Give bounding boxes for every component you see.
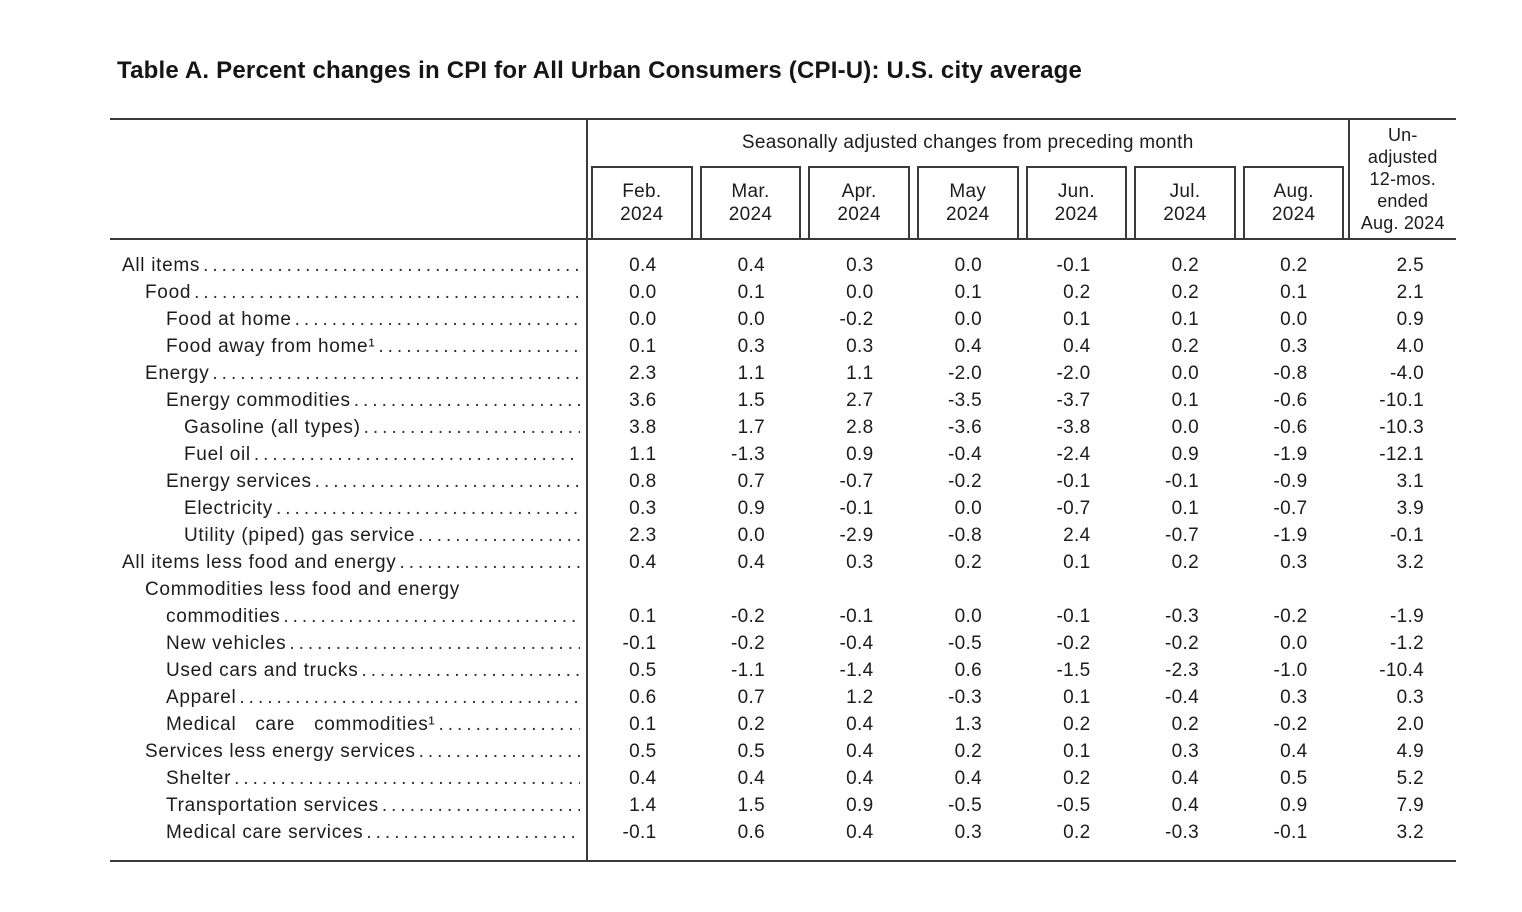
value-cell: 3.6 xyxy=(629,390,657,411)
value-cell: 0.6 xyxy=(629,687,657,708)
value-cell: 0.4 xyxy=(629,255,657,276)
value-cell: 1.2 xyxy=(846,687,874,708)
value-cell: 3.8 xyxy=(629,417,657,438)
value-cell: -0.5 xyxy=(1056,795,1091,816)
table-row xyxy=(110,738,1456,765)
value-cell: -0.1 xyxy=(1056,255,1091,276)
value-cell: 0.1 xyxy=(629,606,657,627)
value-cell: 0.0 xyxy=(1171,417,1199,438)
value-cell: 0.0 xyxy=(1280,309,1308,330)
unadjusted-header-line: adjusted xyxy=(1367,147,1438,167)
value-cell-unadjusted: 7.9 xyxy=(1396,795,1424,816)
value-cell: -0.6 xyxy=(1273,390,1308,411)
value-cell-unadjusted: -10.4 xyxy=(1379,660,1424,681)
value-cell: -0.7 xyxy=(839,471,874,492)
value-cell: 0.0 xyxy=(954,255,982,276)
value-cell: -0.2 xyxy=(1165,633,1199,654)
row-label-cell xyxy=(110,576,588,630)
value-cell: 0.2 xyxy=(1171,282,1199,303)
value-cell: 0.1 xyxy=(1063,552,1091,573)
column-header-unadjusted-12mos xyxy=(1348,120,1457,238)
unadjusted-header-line: ended xyxy=(1377,191,1429,211)
value-cell: 2.3 xyxy=(629,525,657,546)
table-row xyxy=(110,630,1456,657)
value-cell: 0.4 xyxy=(846,714,874,735)
table-row xyxy=(110,765,1456,792)
value-cell: -1.9 xyxy=(1273,525,1308,546)
value-cell-unadjusted: 3.2 xyxy=(1396,552,1424,573)
value-cell: 0.0 xyxy=(846,282,874,303)
row-label-cell xyxy=(110,360,588,387)
row-label: Commodities less food and energy xyxy=(145,579,460,600)
value-cell: 0.2 xyxy=(1171,336,1199,357)
dot-leader xyxy=(254,441,580,468)
column-header-month: Aug. 2024 xyxy=(1243,166,1345,238)
value-cell: 2.4 xyxy=(1063,525,1091,546)
value-cell: 0.3 xyxy=(954,822,982,843)
value-cell: 0.9 xyxy=(846,444,874,465)
value-cell: 0.1 xyxy=(629,336,657,357)
value-cell: -0.2 xyxy=(1273,606,1308,627)
value-cell: 0.0 xyxy=(954,498,982,519)
value-cell: 0.3 xyxy=(629,498,657,519)
value-cell: 2.8 xyxy=(846,417,874,438)
table-row xyxy=(110,414,1456,441)
value-cell: 0.4 xyxy=(954,336,982,357)
value-cell: 1.7 xyxy=(737,417,765,438)
value-cell: -0.8 xyxy=(1273,363,1308,384)
table-row xyxy=(110,819,1456,846)
row-label: Fuel oil xyxy=(184,444,251,465)
dot-leader xyxy=(212,360,580,387)
value-cell: -1.5 xyxy=(1056,660,1091,681)
value-cell: -2.9 xyxy=(839,525,874,546)
value-cell: -3.6 xyxy=(948,417,982,438)
value-cell: 0.3 xyxy=(846,255,874,276)
value-cell: -0.1 xyxy=(839,498,874,519)
value-cell: 0.3 xyxy=(737,336,765,357)
row-label-cell xyxy=(110,738,588,765)
table-row xyxy=(110,711,1456,738)
row-label-cell xyxy=(110,333,588,360)
column-header-month: May 2024 xyxy=(917,166,1019,238)
value-cell: -1.3 xyxy=(731,444,765,465)
value-cell: -2.0 xyxy=(1056,363,1091,384)
column-header-month: Jul. 2024 xyxy=(1134,166,1236,238)
value-cell: 0.4 xyxy=(1063,336,1091,357)
value-cell: -3.8 xyxy=(1056,417,1091,438)
value-cell: 0.3 xyxy=(1280,687,1308,708)
column-header-month: Mar. 2024 xyxy=(700,166,802,238)
row-label: All items xyxy=(122,255,201,276)
row-label-cell xyxy=(110,630,588,657)
value-cell: 0.8 xyxy=(629,471,657,492)
value-cell: 1.1 xyxy=(737,363,765,384)
value-cell: -0.5 xyxy=(948,795,982,816)
value-cell: 2.7 xyxy=(846,390,874,411)
value-cell: -0.5 xyxy=(948,633,982,654)
month-header-row xyxy=(588,166,1348,238)
row-label-cell xyxy=(110,711,588,738)
value-cell-unadjusted: 4.9 xyxy=(1396,741,1424,762)
row-label: Used cars and trucks xyxy=(166,660,359,681)
dot-leader xyxy=(194,279,580,306)
value-cell: 0.1 xyxy=(954,282,982,303)
value-cell: 0.7 xyxy=(737,687,765,708)
value-cell: 0.0 xyxy=(629,309,657,330)
value-cell: 0.4 xyxy=(954,768,982,789)
value-cell: 1.1 xyxy=(629,444,657,465)
value-cell-unadjusted: 0.3 xyxy=(1396,687,1424,708)
value-cell-unadjusted: -4.0 xyxy=(1390,363,1424,384)
dot-leader xyxy=(399,549,580,576)
dot-leader xyxy=(418,522,580,549)
value-cell-unadjusted: -1.2 xyxy=(1390,633,1424,654)
value-cell: 0.3 xyxy=(846,336,874,357)
value-cell: 0.0 xyxy=(737,525,765,546)
value-cell: 0.1 xyxy=(1171,309,1199,330)
unadjusted-header-line: Un- xyxy=(1387,125,1418,145)
value-cell: -1.4 xyxy=(839,660,874,681)
table-row xyxy=(110,657,1456,684)
table-row xyxy=(110,522,1456,549)
value-cell-unadjusted: -1.9 xyxy=(1390,606,1424,627)
value-cell: -2.3 xyxy=(1165,660,1199,681)
value-cell: 0.1 xyxy=(1171,390,1199,411)
table-row xyxy=(110,495,1456,522)
dot-leader xyxy=(315,468,580,495)
row-label: Food xyxy=(145,282,192,303)
row-label-cell xyxy=(110,387,588,414)
row-label: Food away from home¹ xyxy=(166,336,376,357)
value-cell-unadjusted: 0.9 xyxy=(1396,309,1424,330)
value-cell-unadjusted: -12.1 xyxy=(1379,444,1424,465)
row-label-cell xyxy=(110,819,588,846)
column-header-month: Jun. 2024 xyxy=(1026,166,1128,238)
value-cell: -0.7 xyxy=(1273,498,1308,519)
value-cell: -0.4 xyxy=(948,444,982,465)
row-label: Services less energy services xyxy=(145,741,416,762)
value-cell: 0.2 xyxy=(1063,282,1091,303)
value-cell: 0.2 xyxy=(1280,255,1308,276)
table-row xyxy=(110,468,1456,495)
table-row xyxy=(110,387,1456,414)
value-cell: -0.2 xyxy=(1273,714,1308,735)
dot-leader xyxy=(295,306,580,333)
value-cell: -0.1 xyxy=(1056,606,1091,627)
value-cell: -0.1 xyxy=(1165,471,1199,492)
value-cell: 0.2 xyxy=(1063,768,1091,789)
row-label: Medical care services xyxy=(166,822,364,843)
row-label-cell xyxy=(110,657,588,684)
value-cell: 0.6 xyxy=(737,822,765,843)
table-row xyxy=(110,549,1456,576)
value-cell: -0.4 xyxy=(1165,687,1199,708)
value-cell: -3.7 xyxy=(1056,390,1091,411)
value-cell: 2.3 xyxy=(629,363,657,384)
row-label: New vehicles xyxy=(166,633,287,654)
value-cell: -2.4 xyxy=(1056,444,1091,465)
value-cell: -0.9 xyxy=(1273,471,1308,492)
value-cell: 1.5 xyxy=(737,390,765,411)
row-label-cell xyxy=(110,468,588,495)
dot-leader xyxy=(382,792,580,819)
unadjusted-header-line: 12-mos. xyxy=(1369,169,1436,189)
value-cell: -2.0 xyxy=(948,363,982,384)
value-cell: 0.5 xyxy=(1280,768,1308,789)
column-header-month: Apr. 2024 xyxy=(808,166,910,238)
row-label-cell xyxy=(110,549,588,576)
value-cell: 0.0 xyxy=(629,282,657,303)
dot-leader xyxy=(378,333,580,360)
row-label-cell xyxy=(110,765,588,792)
value-cell: 0.4 xyxy=(846,741,874,762)
value-cell: 0.4 xyxy=(737,255,765,276)
table-title: Table A. Percent changes in CPI for All Urban Consumers (CPI-U): U.S. city average xyxy=(117,57,1083,84)
value-cell: 0.2 xyxy=(1063,822,1091,843)
value-cell: -0.6 xyxy=(1273,417,1308,438)
table-body xyxy=(110,240,1456,860)
row-label: Apparel xyxy=(166,687,237,708)
value-cell: 0.2 xyxy=(1063,714,1091,735)
table-row xyxy=(110,576,1456,630)
dot-leader xyxy=(438,711,580,738)
row-label: Utility (piped) gas service xyxy=(184,525,416,546)
value-cell: 0.1 xyxy=(1063,741,1091,762)
seasonally-adjusted-column-group xyxy=(588,120,1348,238)
group-header-seasonally-adjusted: Seasonally adjusted changes from preceding month xyxy=(741,132,1194,153)
row-label-cell xyxy=(110,684,588,711)
value-cell: 0.3 xyxy=(1280,552,1308,573)
value-cell: 0.0 xyxy=(1171,363,1199,384)
row-label-cell xyxy=(110,522,588,549)
table-row xyxy=(110,792,1456,819)
row-label: Medical care commodities¹ xyxy=(166,714,436,735)
cpi-table xyxy=(110,118,1456,862)
row-label-cell xyxy=(110,252,588,279)
value-cell: 0.4 xyxy=(1280,741,1308,762)
value-cell: 0.3 xyxy=(846,552,874,573)
row-label: Energy xyxy=(145,363,210,384)
value-cell: 0.2 xyxy=(1171,714,1199,735)
row-label-column-header-empty xyxy=(110,120,588,238)
value-cell: 0.0 xyxy=(954,606,982,627)
value-cell: -0.1 xyxy=(839,606,874,627)
table-row xyxy=(110,279,1456,306)
value-cell: 0.0 xyxy=(737,309,765,330)
value-cell: 0.1 xyxy=(1063,309,1091,330)
value-cell: 0.4 xyxy=(1171,768,1199,789)
value-cell-unadjusted: -10.3 xyxy=(1379,417,1424,438)
value-cell-unadjusted: 3.9 xyxy=(1396,498,1424,519)
value-cell: -1.1 xyxy=(731,660,765,681)
row-label: Food at home xyxy=(166,309,292,330)
value-cell: 0.4 xyxy=(1171,795,1199,816)
value-cell-unadjusted: -0.1 xyxy=(1390,525,1424,546)
value-cell: -0.1 xyxy=(1056,471,1091,492)
dot-leader xyxy=(276,495,580,522)
value-cell: -0.3 xyxy=(1165,822,1199,843)
value-cell: 0.2 xyxy=(737,714,765,735)
row-label-cell xyxy=(110,792,588,819)
dot-leader xyxy=(283,603,580,630)
value-cell: 0.9 xyxy=(737,498,765,519)
value-cell: 0.9 xyxy=(846,795,874,816)
table-row xyxy=(110,441,1456,468)
dot-leader xyxy=(239,684,580,711)
value-cell: -0.2 xyxy=(731,606,765,627)
dot-leader xyxy=(419,738,580,765)
value-cell: -0.3 xyxy=(948,687,982,708)
row-label: All items less food and energy xyxy=(122,552,397,573)
table-row xyxy=(110,360,1456,387)
value-cell: 0.4 xyxy=(737,552,765,573)
value-cell-unadjusted: -10.1 xyxy=(1379,390,1424,411)
value-cell: 0.2 xyxy=(954,741,982,762)
value-cell: 1.3 xyxy=(954,714,982,735)
value-cell: -0.7 xyxy=(1165,525,1199,546)
value-cell: 0.0 xyxy=(1280,633,1308,654)
value-cell-unadjusted: 3.1 xyxy=(1396,471,1424,492)
dot-leader xyxy=(361,657,580,684)
value-cell: -1.9 xyxy=(1273,444,1308,465)
row-label: Transportation services xyxy=(166,795,379,816)
value-cell-unadjusted: 5.2 xyxy=(1396,768,1424,789)
unadjusted-header-line: Aug. 2024 xyxy=(1360,213,1445,233)
value-cell: 0.5 xyxy=(737,741,765,762)
value-cell: 0.4 xyxy=(629,552,657,573)
row-label-cell xyxy=(110,414,588,441)
value-cell: 0.2 xyxy=(1171,552,1199,573)
table-row xyxy=(110,333,1456,360)
row-label-continued: commodities xyxy=(166,606,281,627)
value-cell: 0.4 xyxy=(846,822,874,843)
value-cell: -0.2 xyxy=(948,471,982,492)
value-cell: -0.7 xyxy=(1056,498,1091,519)
value-cell: -0.2 xyxy=(731,633,765,654)
row-label-cell xyxy=(110,441,588,468)
value-cell: 0.1 xyxy=(1063,687,1091,708)
value-cell: -0.2 xyxy=(1056,633,1091,654)
dot-leader xyxy=(364,414,580,441)
value-cell-unadjusted: 4.0 xyxy=(1396,336,1424,357)
value-cell: 0.2 xyxy=(954,552,982,573)
dot-leader xyxy=(234,765,580,792)
row-label-cell xyxy=(110,279,588,306)
value-cell: 0.4 xyxy=(846,768,874,789)
value-cell: 0.1 xyxy=(1280,282,1308,303)
value-cell-unadjusted: 2.1 xyxy=(1396,282,1424,303)
value-cell: -0.4 xyxy=(839,633,874,654)
value-cell: 1.1 xyxy=(846,363,874,384)
value-cell: -0.1 xyxy=(1273,822,1308,843)
value-cell: 0.1 xyxy=(737,282,765,303)
table-header xyxy=(110,120,1456,240)
value-cell-unadjusted: 3.2 xyxy=(1396,822,1424,843)
value-cell: 0.3 xyxy=(1280,336,1308,357)
value-cell: 0.9 xyxy=(1280,795,1308,816)
dot-leader xyxy=(354,387,580,414)
row-label: Gasoline (all types) xyxy=(184,417,361,438)
value-cell: 0.7 xyxy=(737,471,765,492)
value-cell: -3.5 xyxy=(948,390,982,411)
row-label: Energy services xyxy=(166,471,312,492)
table-row xyxy=(110,306,1456,333)
value-cell: -0.3 xyxy=(1165,606,1199,627)
value-cell: 0.3 xyxy=(1171,741,1199,762)
value-cell: 0.5 xyxy=(629,741,657,762)
column-header-month: Feb. 2024 xyxy=(591,166,693,238)
value-cell-unadjusted: 2.5 xyxy=(1396,255,1424,276)
value-cell: 0.1 xyxy=(629,714,657,735)
value-cell-unadjusted: 2.0 xyxy=(1396,714,1424,735)
value-cell: 0.5 xyxy=(629,660,657,681)
table-row xyxy=(110,252,1456,279)
value-cell: 1.4 xyxy=(629,795,657,816)
row-label-cell xyxy=(110,306,588,333)
value-cell: -1.0 xyxy=(1273,660,1308,681)
value-cell: 0.0 xyxy=(954,309,982,330)
value-cell: -0.1 xyxy=(622,633,657,654)
value-cell: -0.8 xyxy=(948,525,982,546)
row-label: Electricity xyxy=(184,498,273,519)
dot-leader xyxy=(289,630,580,657)
value-cell: 0.2 xyxy=(1171,255,1199,276)
value-cell: 0.4 xyxy=(629,768,657,789)
value-cell: 0.4 xyxy=(737,768,765,789)
row-label-cell xyxy=(110,495,588,522)
dot-leader xyxy=(203,252,580,279)
value-cell: 1.5 xyxy=(737,795,765,816)
value-cell: -0.1 xyxy=(622,822,657,843)
value-cell: 0.6 xyxy=(954,660,982,681)
row-label: Shelter xyxy=(166,768,232,789)
value-cell: 0.1 xyxy=(1171,498,1199,519)
dot-leader xyxy=(366,819,580,846)
value-cell: 0.9 xyxy=(1171,444,1199,465)
row-label: Energy commodities xyxy=(166,390,351,411)
table-row xyxy=(110,684,1456,711)
value-cell: -0.2 xyxy=(839,309,874,330)
